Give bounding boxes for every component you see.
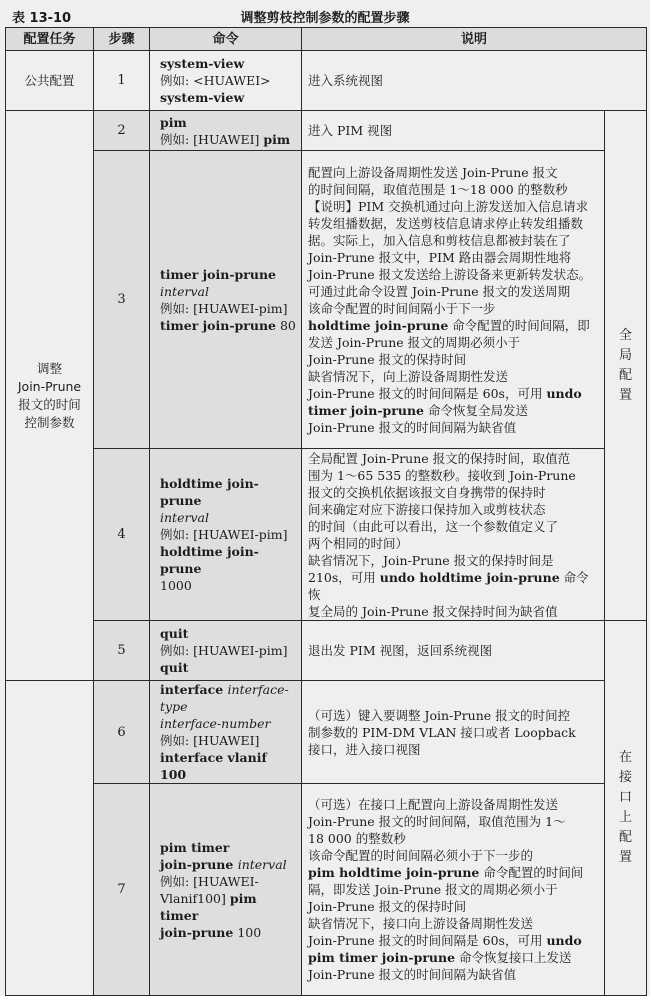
scope-interface: 在 接 口 上 配 置	[605, 621, 647, 996]
step-number: 1	[94, 51, 150, 111]
task-public: 公共配置	[6, 51, 94, 111]
step-number: 6	[94, 681, 150, 784]
command-cell: pim timer join-prune interval 例如: [HUAWEI- Vlanif100] pim timer join-prune 100	[150, 784, 302, 996]
description-cell: 进入 PIM 视图	[302, 111, 605, 151]
table-caption	[6, 4, 644, 26]
step-number: 7	[94, 784, 150, 996]
description-cell: 配置向上游设备周期性发送 Join-Prune 报文 的时间间隔，取值范围是 1～18 000 的整数秒 【说明】PIM 交换机通过向上游发送加入信息请求 转发组播数据，发送剪枝信息请求停止转发组播数 据。实际上，加入信息和剪枝信息都被封装在了 Join-Prune 报文中，PIM 路由器会周期性地将 Join-Prune 报文发送给上游设备来更新转发状态。 可通过此命令设置 Join-Prune 报文的发送周期 该命令配置的时间间隔小于下一步 holdtime join-prune 命令配置的时间间隔，即 发送 Join-Prune 报文的周期必须小于 Join-Prune 报文的保持时间 缺省情况下，向上游设备周期性发送 Join-Prune 报文的时间间隔是 60s，可用 undo timer join-prune 命令恢复全局发送 Join-Prune 报文的时间间隔为缺省值	[302, 151, 605, 449]
command-cell: holdtime join-prune interval 例如: [HUAWEI-pim] holdtime join-prune 1000	[150, 449, 302, 621]
command-cell: system-view 例如: <HUAWEI> system-view	[150, 51, 302, 111]
description-cell: （可选）键入要调整 Join-Prune 报文的时间控 制参数的 PIM-DM VLAN 接口或者 Loopback 接口，进入接口视图	[302, 681, 605, 784]
table-header-row	[6, 28, 647, 51]
col-header-command: 命令	[150, 28, 302, 51]
scope-global: 全 局 配 置	[605, 111, 647, 621]
table-row	[6, 784, 647, 996]
table-number: 表 13-10	[12, 11, 72, 26]
config-steps-table	[5, 27, 647, 996]
step-number: 4	[94, 449, 150, 621]
table-row	[6, 449, 647, 621]
description-cell: （可选）在接口上配置向上游设备周期性发送 Join-Prune 报文的时间间隔，取值范围为 1～ 18 000 的整数秒 该命令配置的时间间隔必须小于下一步的 pim holdtime join-prune 命令配置的时间间 隔，即发送 Join-Prune 报文的周期必须小于 Join-Prune 报文的保持时间 缺省情况下，接口向上游设备周期性发送 Join-Prune 报文的时间间隔是 60s，可用 undo pim timer join-prune 命令恢复接口上发送 Join-Prune 报文的时间间隔为缺省值	[302, 784, 605, 996]
command-cell: pim 例如: [HUAWEI] pim	[150, 111, 302, 151]
table-row	[6, 111, 647, 151]
command-cell: quit 例如: [HUAWEI-pim] quit	[150, 621, 302, 681]
task-adjust: 调整 Join-Prune 报文的时间 控制参数	[6, 111, 94, 681]
col-header-step: 步骤	[94, 28, 150, 51]
step-number: 5	[94, 621, 150, 681]
col-header-description: 说明	[302, 28, 647, 51]
table-row	[6, 681, 647, 784]
command-cell: interface interface-type interface-number 例如: [HUAWEI] interface vlanif 100	[150, 681, 302, 784]
step-number: 2	[94, 111, 150, 151]
step-number: 3	[94, 151, 150, 449]
task-adjust-cont	[6, 681, 94, 996]
description-cell: 进入系统视图	[302, 51, 647, 111]
command-cell: timer join-prune interval 例如: [HUAWEI-pim] timer join-prune 80	[150, 151, 302, 449]
description-cell: 全局配置 Join-Prune 报文的保持时间，取值范 围为 1～65 535 的整数秒。接收到 Join-Prune 报文的交换机依据该报文自身携带的保持时 间来确定对应下游接口保持加入或剪枝状态 的时间（由此可以看出，这一个参数值定义了 两个相同的时间） 缺省情况下，Join-Prune 报文的保持时间是 210s，可用 undo holdtime join-prune 命令恢 复全局的 Join-Prune 报文保持时间为缺省值	[302, 449, 605, 621]
description-cell: 退出发 PIM 视图，返回系统视图	[302, 621, 605, 681]
table-row	[6, 151, 647, 449]
col-header-task: 配置任务	[6, 28, 94, 51]
table-title: 调整剪枝控制参数的配置步骤	[240, 11, 410, 26]
table-row	[6, 621, 647, 681]
table-row	[6, 51, 647, 111]
